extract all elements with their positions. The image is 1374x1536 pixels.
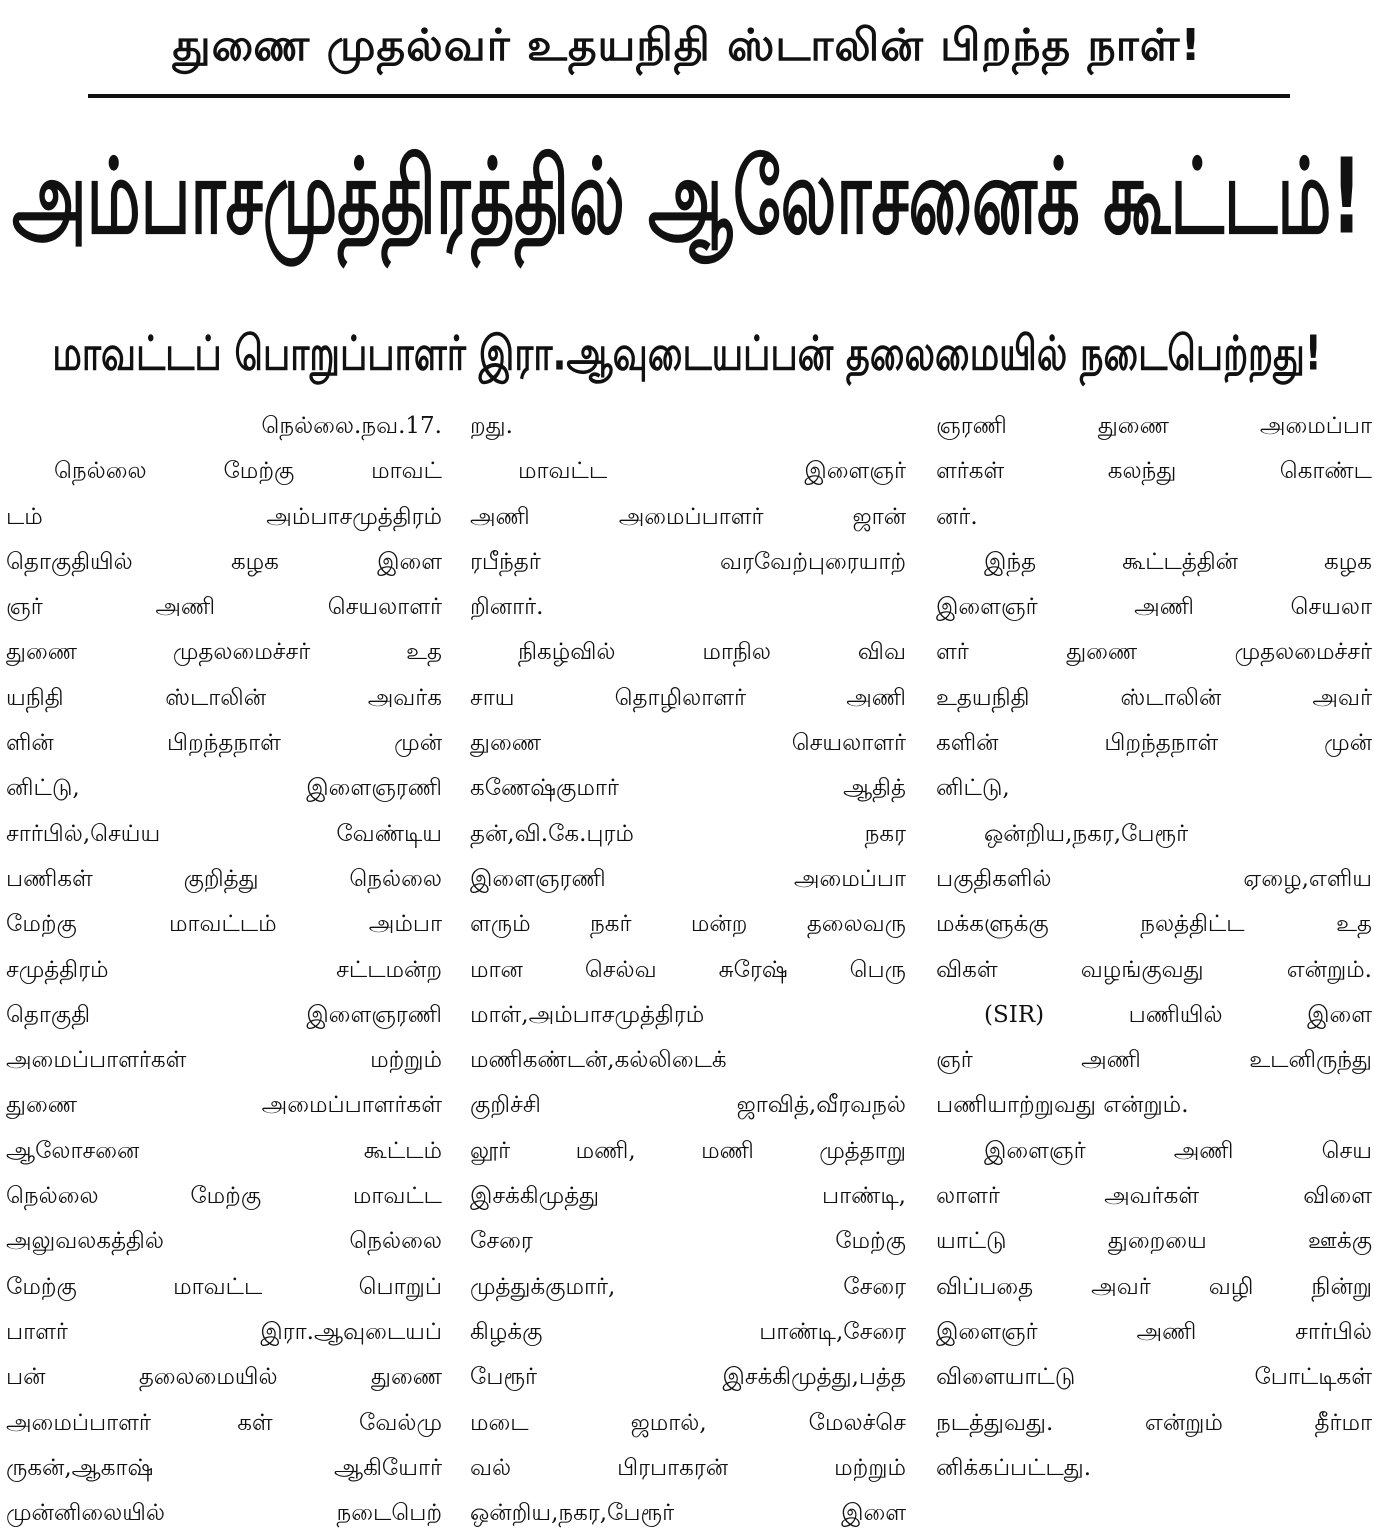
article-line: லூர் மணி, மணி முத்தாறு [470, 1137, 906, 1164]
article-column-1 [6, 404, 442, 1527]
article-line: நெல்லை.நவ.17. [261, 413, 442, 439]
article-line: அமைப்பாளர்கள் மற்றும் [6, 1047, 442, 1074]
article-line: குறிச்சி ஜாவித்,வீரவநல் [470, 1092, 906, 1119]
article-line: ஞர் அணி செயலாளர் [6, 594, 442, 621]
article-line: பகுதிகளில் ஏழை,எளிய [936, 865, 1372, 892]
article-line: வல் பிரபாகரன் மற்றும் [470, 1454, 906, 1481]
article-line: ளரும் நகர் மன்ற தலைவரு [470, 911, 906, 938]
article-line: ஒன்றிய,நகர,பேரூர் [984, 820, 1189, 847]
article-line: இளைஞர் அணி சார்பில் [936, 1318, 1372, 1345]
article-line: ஞரணி துணை அமைப்பா [936, 413, 1372, 439]
article-line: அணி அமைப்பாளர் ஜான் [470, 503, 906, 530]
article-line: சமுத்திரம் சட்டமன்ற [6, 956, 442, 983]
article-line: பேரூர் இசக்கிமுத்து,பத்த [470, 1364, 906, 1391]
article-column-3 [936, 404, 1372, 1494]
article-line: இசக்கிமுத்து பாண்டி, [470, 1183, 906, 1210]
article-line: பன் தலைமையில் துணை [6, 1364, 442, 1391]
article-line: பணியாற்றுவது என்றும். [936, 1092, 1189, 1119]
article-line: இளைஞரணி அமைப்பா [470, 865, 906, 892]
article-line: மான செல்வ சுரேஷ் பெரு [470, 956, 906, 983]
article-line: மேற்கு மாவட்ட பொறுப் [6, 1273, 442, 1300]
article-line: (SIR) பணியில் இளை [984, 1001, 1372, 1028]
article-line: மேற்கு மாவட்டம் அம்பா [6, 911, 442, 938]
article-line: கிழக்கு பாண்டி,சேரை [470, 1318, 906, 1345]
main-headline: அம்பாசமுத்திரத்தில் ஆலோசனைக் கூட்டம்! [12, 136, 1362, 258]
article-line: ருகன்,ஆகாஷ் ஆகியோர் [6, 1454, 442, 1481]
article-line: களின் பிறந்தநாள் முன் [936, 730, 1372, 757]
article-line: ளர் துணை முதலமைச்சர் [936, 639, 1372, 666]
article-line: இளைஞர் அணி செயலா [936, 594, 1372, 621]
article-line: பணிகள் குறித்து நெல்லை [6, 865, 442, 892]
article-line: றினார். [470, 594, 544, 621]
article-line: மடை ஜமால், மேலச்செ [470, 1409, 906, 1436]
article-line: ஒன்றிய,நகர,பேரூர் இளை [470, 1500, 906, 1527]
article-line: நெல்லை மேற்கு மாவட் [54, 458, 442, 485]
article-column-2 [470, 404, 906, 1527]
article-line: சாய தொழிலாளர் அணி [470, 684, 906, 711]
article-line: றது. [470, 413, 513, 439]
article-line: ளின் பிறந்தநாள் முன் [6, 730, 442, 757]
article-line: மாள்,அம்பாசமுத்திரம் [470, 1001, 705, 1028]
article-line: அலுவலகத்தில் நெல்லை [6, 1228, 442, 1255]
article-line: நிகழ்வில் மாநில விவ [518, 639, 906, 666]
article-line: பாளர் இரா.ஆவுடையப் [6, 1318, 442, 1345]
article-line: மாவட்ட இளைஞர் [518, 458, 906, 485]
article-line: நடத்துவது. என்றும் தீர்மா [936, 1409, 1372, 1436]
article-line: னிட்டு, இளைஞரணி [6, 775, 442, 802]
article-line: முன்னிலையில் நடைபெற் [6, 1500, 442, 1527]
article-line: அமைப்பாளர் கள் வேல்மு [6, 1409, 442, 1436]
article-line: தன்,வி.கே.புரம் நகர [470, 820, 906, 847]
article-line: விளையாட்டு போட்டிகள் [936, 1364, 1372, 1391]
article-line: னிட்டு, [936, 775, 1010, 802]
article-line: விகள் வழங்குவது என்றும். [936, 956, 1372, 983]
article-line: னிக்கப்பட்டது. [936, 1454, 1092, 1481]
article-line: யநிதி ஸ்டாலின் அவர்க [6, 684, 442, 711]
article-line: தொகுதியில் கழக இளை [6, 548, 442, 575]
article-line: நெல்லை மேற்கு மாவட்ட [6, 1183, 442, 1210]
article-line: ரபீந்தர் வரவேற்புரையாற் [470, 548, 906, 575]
article-line: மணிகண்டன்,கல்லிடைக் [470, 1047, 727, 1074]
kicker-headline: துணை முதல்வர் உதயநிதி ஸ்டாலின் பிறந்த நாள்! [172, 20, 1202, 71]
article-line: சார்பில்,செய்ய வேண்டிய [6, 820, 442, 847]
article-line: லாளர் அவர்கள் விளை [936, 1183, 1372, 1210]
article-line: யாட்டு துறையை ஊக்கு [936, 1228, 1372, 1255]
article-line: ளர்கள் கலந்து கொண்ட [936, 458, 1372, 485]
article-line: ஞர் அணி உடனிருந்து [936, 1047, 1372, 1074]
article-line: னர். [936, 503, 978, 530]
article-line: மக்களுக்கு நலத்திட்ட உத [936, 911, 1372, 938]
article-line: உதயநிதி ஸ்டாலின் அவர் [936, 684, 1372, 711]
article-line: இளைஞர் அணி செய [984, 1137, 1372, 1164]
article-line: தொகுதி இளைஞரணி [6, 1001, 442, 1028]
article-line: இந்த கூட்டத்தின் கழக [984, 548, 1372, 575]
article-line: துணை முதலமைச்சர் உத [6, 639, 442, 666]
sub-headline: மாவட்டப் பொறுப்பாளர் இரா.ஆவுடையப்பன் தலைமையில் நடைபெற்றது! [52, 325, 1322, 382]
article-line: சேரை மேற்கு [470, 1228, 906, 1255]
article-line: கணேஷ்குமார் ஆதித் [470, 775, 906, 802]
article-line: முத்துக்குமார், சேரை [470, 1273, 906, 1300]
article-line: டம் அம்பாசமுத்திரம் [6, 503, 442, 530]
article-line: துணை செயலாளர் [470, 730, 906, 757]
article-line: விப்பதை அவர் வழி நின்று [936, 1273, 1372, 1300]
article-line: துணை அமைப்பாளர்கள் [6, 1092, 442, 1119]
article-line: ஆலோசனை கூட்டம் [6, 1137, 442, 1164]
